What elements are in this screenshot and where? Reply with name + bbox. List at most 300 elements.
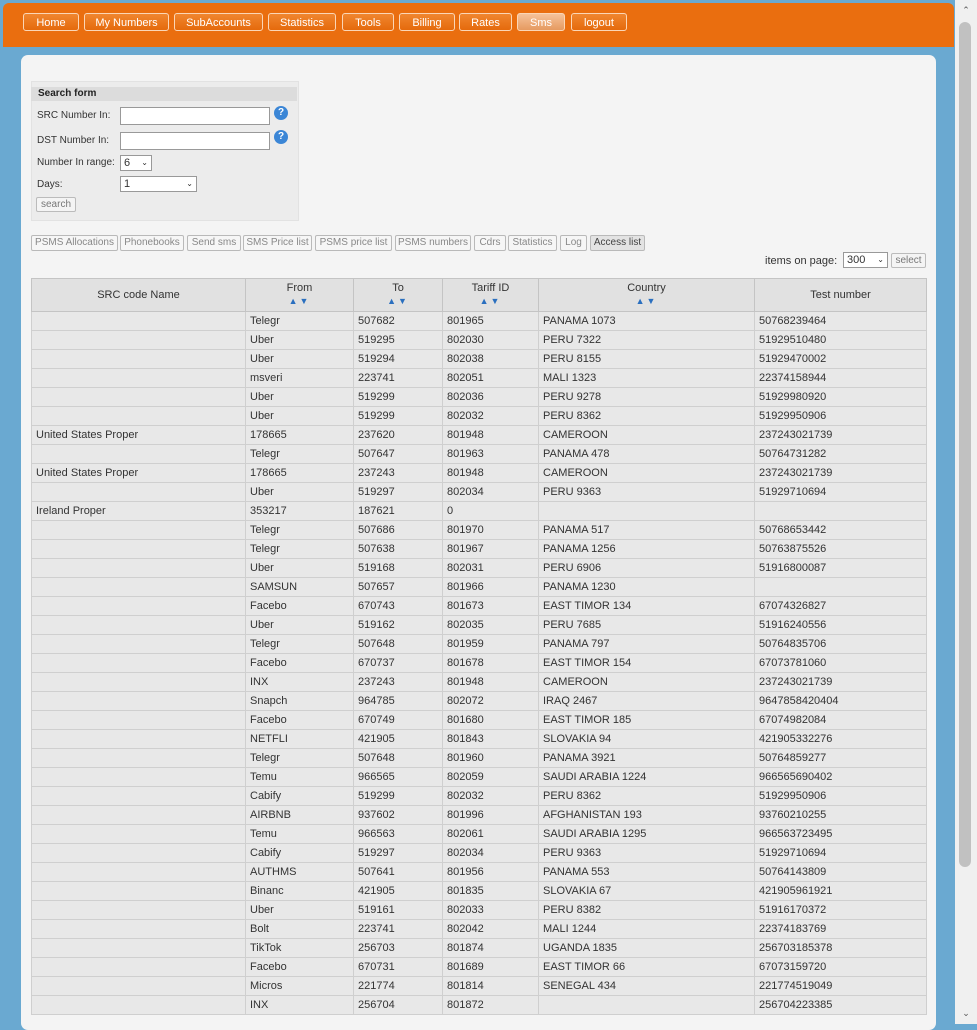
from-cell: Uber bbox=[246, 559, 354, 578]
country-cell: CAMEROON bbox=[539, 673, 755, 692]
from-cell: Uber bbox=[246, 407, 354, 426]
table-row bbox=[32, 331, 927, 350]
src-code-name-cell bbox=[32, 958, 246, 977]
from-cell: Uber bbox=[246, 331, 354, 350]
tariff-id-cell: 801678 bbox=[443, 654, 539, 673]
country-cell: PERU 9278 bbox=[539, 388, 755, 407]
country-cell: SENEGAL 434 bbox=[539, 977, 755, 996]
test-number-cell: 50763875526 bbox=[755, 540, 927, 559]
src-code-name-cell bbox=[32, 711, 246, 730]
country-cell: EAST TIMOR 66 bbox=[539, 958, 755, 977]
table-row bbox=[32, 521, 927, 540]
table-row bbox=[32, 996, 927, 1015]
country-cell: PANAMA 3921 bbox=[539, 749, 755, 768]
test-number-cell: 50768239464 bbox=[755, 312, 927, 331]
country-cell: EAST TIMOR 134 bbox=[539, 597, 755, 616]
tariff-id-cell: 802051 bbox=[443, 369, 539, 388]
table-row bbox=[32, 806, 927, 825]
tariff-id-cell: 802072 bbox=[443, 692, 539, 711]
src-code-name-cell bbox=[32, 749, 246, 768]
tariff-id-cell: 802038 bbox=[443, 350, 539, 369]
to-cell: 964785 bbox=[354, 692, 443, 711]
src-code-name-cell bbox=[32, 863, 246, 882]
src-code-name-cell bbox=[32, 730, 246, 749]
src-code-name-cell bbox=[32, 996, 246, 1015]
src-number-label: SRC Number In: bbox=[37, 110, 111, 121]
test-number-cell: 51916240556 bbox=[755, 616, 927, 635]
to-cell: 519297 bbox=[354, 844, 443, 863]
from-cell: Temu bbox=[246, 768, 354, 787]
scroll-up-icon[interactable]: ⌃ bbox=[962, 5, 970, 15]
src-code-name-cell bbox=[32, 331, 246, 350]
to-cell: 519168 bbox=[354, 559, 443, 578]
table-row bbox=[32, 692, 927, 711]
test-number-cell: 50764143809 bbox=[755, 863, 927, 882]
tab-access-list[interactable]: Access list bbox=[590, 235, 645, 251]
src-code-name-cell bbox=[32, 445, 246, 464]
src-code-name-cell bbox=[32, 388, 246, 407]
src-code-name-cell bbox=[32, 483, 246, 502]
country-cell: PERU 8155 bbox=[539, 350, 755, 369]
test-number-cell: 22374158944 bbox=[755, 369, 927, 388]
country-cell: PERU 9363 bbox=[539, 844, 755, 863]
table-row bbox=[32, 464, 927, 483]
country-cell: PANAMA 553 bbox=[539, 863, 755, 882]
tariff-id-cell: 802031 bbox=[443, 559, 539, 578]
country-cell: CAMEROON bbox=[539, 464, 755, 483]
test-number-cell: 51916170372 bbox=[755, 901, 927, 920]
from-cell: AIRBNB bbox=[246, 806, 354, 825]
to-cell: 421905 bbox=[354, 730, 443, 749]
test-number-cell: 67074326827 bbox=[755, 597, 927, 616]
to-cell: 237243 bbox=[354, 673, 443, 692]
sort-arrows-icon[interactable]: ▲▼ bbox=[479, 296, 502, 306]
src-code-name-cell bbox=[32, 578, 246, 597]
to-cell: 519162 bbox=[354, 616, 443, 635]
src-code-name-cell bbox=[32, 692, 246, 711]
test-number-cell: 51929950906 bbox=[755, 787, 927, 806]
country-cell: SLOVAKIA 94 bbox=[539, 730, 755, 749]
to-cell: 223741 bbox=[354, 920, 443, 939]
test-number-cell: 966565690402 bbox=[755, 768, 927, 787]
country-cell: PERU 8382 bbox=[539, 901, 755, 920]
table-row bbox=[32, 825, 927, 844]
from-cell: Uber bbox=[246, 616, 354, 635]
src-code-name-cell bbox=[32, 977, 246, 996]
src-code-name-cell bbox=[32, 597, 246, 616]
days-select[interactable] bbox=[120, 176, 197, 192]
table-row bbox=[32, 673, 927, 692]
to-cell: 670749 bbox=[354, 711, 443, 730]
to-cell: 670737 bbox=[354, 654, 443, 673]
from-cell: Telegr bbox=[246, 312, 354, 331]
test-number-cell: 966563723495 bbox=[755, 825, 927, 844]
src-code-name-cell bbox=[32, 882, 246, 901]
src-code-name-cell bbox=[32, 369, 246, 388]
sort-arrows-icon[interactable]: ▲▼ bbox=[635, 296, 658, 306]
to-cell: 256704 bbox=[354, 996, 443, 1015]
table-row bbox=[32, 350, 927, 369]
table-row bbox=[32, 768, 927, 787]
access-list-table bbox=[31, 278, 927, 1015]
to-cell: 223741 bbox=[354, 369, 443, 388]
to-cell: 670731 bbox=[354, 958, 443, 977]
top-nav-bar bbox=[3, 3, 954, 47]
from-cell: Cabify bbox=[246, 787, 354, 806]
src-help-icon[interactable]: ? bbox=[274, 106, 288, 120]
nav-tools-button[interactable]: Tools bbox=[342, 13, 394, 31]
country-cell: EAST TIMOR 185 bbox=[539, 711, 755, 730]
scroll-down-icon[interactable]: ⌄ bbox=[962, 1008, 970, 1018]
col-test-number: Test number bbox=[755, 279, 927, 312]
nav-rates-button[interactable]: Rates bbox=[459, 13, 512, 31]
table-row bbox=[32, 958, 927, 977]
to-cell: 519294 bbox=[354, 350, 443, 369]
country-cell: PERU 7322 bbox=[539, 331, 755, 350]
test-number-cell: 51929510480 bbox=[755, 331, 927, 350]
country-cell: SAUDI ARABIA 1224 bbox=[539, 768, 755, 787]
test-number-cell: 50764835706 bbox=[755, 635, 927, 654]
from-cell: INX bbox=[246, 673, 354, 692]
table-row bbox=[32, 312, 927, 331]
country-cell: PERU 8362 bbox=[539, 407, 755, 426]
src-code-name-cell: Ireland Proper bbox=[32, 502, 246, 521]
days-value: 1 bbox=[124, 178, 131, 190]
table-row bbox=[32, 787, 927, 806]
test-number-cell: 67073781060 bbox=[755, 654, 927, 673]
tariff-id-cell: 801673 bbox=[443, 597, 539, 616]
country-cell: PANAMA 1073 bbox=[539, 312, 755, 331]
test-number-cell: 237243021739 bbox=[755, 464, 927, 483]
src-code-name-cell bbox=[32, 825, 246, 844]
to-cell: 519299 bbox=[354, 407, 443, 426]
days-label: Days: bbox=[37, 179, 63, 190]
from-cell: Telegr bbox=[246, 635, 354, 654]
src-code-name-cell bbox=[32, 806, 246, 825]
test-number-cell: 22374183769 bbox=[755, 920, 927, 939]
from-cell: TikTok bbox=[246, 939, 354, 958]
tariff-id-cell: 801874 bbox=[443, 939, 539, 958]
table-row bbox=[32, 407, 927, 426]
country-cell: MALI 1323 bbox=[539, 369, 755, 388]
test-number-cell: 51929470002 bbox=[755, 350, 927, 369]
tab-send-sms[interactable]: Send sms bbox=[187, 235, 241, 251]
dst-help-icon[interactable]: ? bbox=[274, 130, 288, 144]
sort-arrows-icon[interactable]: ▲▼ bbox=[288, 296, 311, 306]
nav-billing-button[interactable]: Billing bbox=[399, 13, 455, 31]
tariff-id-cell: 801948 bbox=[443, 464, 539, 483]
from-cell: Micros bbox=[246, 977, 354, 996]
from-cell: Facebo bbox=[246, 597, 354, 616]
table-header-row bbox=[32, 279, 927, 312]
src-code-name-cell: United States Proper bbox=[32, 464, 246, 483]
scrollbar-thumb[interactable] bbox=[959, 22, 971, 867]
tariff-id-cell: 801689 bbox=[443, 958, 539, 977]
country-cell: PANAMA 517 bbox=[539, 521, 755, 540]
table-row bbox=[32, 502, 927, 521]
to-cell: 966563 bbox=[354, 825, 443, 844]
country-cell: PANAMA 1230 bbox=[539, 578, 755, 597]
tariff-id-cell: 801843 bbox=[443, 730, 539, 749]
test-number-cell: 50764859277 bbox=[755, 749, 927, 768]
tariff-id-cell: 801965 bbox=[443, 312, 539, 331]
from-cell: NETFLI bbox=[246, 730, 354, 749]
from-cell: Uber bbox=[246, 483, 354, 502]
col-country[interactable]: Country ▲▼ bbox=[539, 279, 755, 312]
from-cell: 178665 bbox=[246, 464, 354, 483]
tariff-id-cell: 802034 bbox=[443, 483, 539, 502]
from-cell: Telegr bbox=[246, 749, 354, 768]
tariff-id-cell: 801960 bbox=[443, 749, 539, 768]
table-row bbox=[32, 597, 927, 616]
src-code-name-cell bbox=[32, 407, 246, 426]
src-code-name-cell bbox=[32, 559, 246, 578]
src-number-input[interactable] bbox=[120, 107, 270, 125]
tab-sms-price-list[interactable]: SMS Price list bbox=[243, 235, 312, 251]
country-cell: UGANDA 1835 bbox=[539, 939, 755, 958]
to-cell: 519295 bbox=[354, 331, 443, 350]
src-code-name-cell bbox=[32, 673, 246, 692]
test-number-cell: 51929710694 bbox=[755, 483, 927, 502]
tariff-id-cell: 801872 bbox=[443, 996, 539, 1015]
table-row bbox=[32, 939, 927, 958]
tariff-id-cell: 801967 bbox=[443, 540, 539, 559]
table-row bbox=[32, 863, 927, 882]
to-cell: 507641 bbox=[354, 863, 443, 882]
tab-psms-allocations[interactable]: PSMS Allocations bbox=[31, 235, 118, 251]
sort-arrows-icon[interactable]: ▲▼ bbox=[387, 296, 409, 306]
tariff-id-cell: 802061 bbox=[443, 825, 539, 844]
nav-subaccounts-button[interactable]: SubAccounts bbox=[174, 13, 263, 31]
from-cell: 353217 bbox=[246, 502, 354, 521]
to-cell: 507647 bbox=[354, 445, 443, 464]
search-button[interactable]: search bbox=[36, 197, 76, 212]
country-cell: MALI 1244 bbox=[539, 920, 755, 939]
tab-log[interactable]: Log bbox=[560, 235, 587, 251]
tariff-id-cell: 801835 bbox=[443, 882, 539, 901]
country-cell: CAMEROON bbox=[539, 426, 755, 445]
to-cell: 507682 bbox=[354, 312, 443, 331]
to-cell: 937602 bbox=[354, 806, 443, 825]
col-from[interactable]: From ▲▼ bbox=[246, 279, 354, 312]
test-number-cell: 256704223385 bbox=[755, 996, 927, 1015]
col-src-code-name: SRC code Name bbox=[32, 279, 246, 312]
number-range-value: 6 bbox=[124, 157, 131, 169]
from-cell: Uber bbox=[246, 350, 354, 369]
table-row bbox=[32, 654, 927, 673]
to-cell: 187621 bbox=[354, 502, 443, 521]
select-button[interactable]: select bbox=[891, 253, 926, 268]
test-number-cell: 50764731282 bbox=[755, 445, 927, 464]
country-cell: IRAQ 2467 bbox=[539, 692, 755, 711]
test-number-cell: 221774519049 bbox=[755, 977, 927, 996]
to-cell: 507638 bbox=[354, 540, 443, 559]
from-cell: Snapch bbox=[246, 692, 354, 711]
test-number-cell: 237243021739 bbox=[755, 673, 927, 692]
tariff-id-cell: 801963 bbox=[443, 445, 539, 464]
test-number-cell: 51916800087 bbox=[755, 559, 927, 578]
country-cell: PERU 8362 bbox=[539, 787, 755, 806]
src-code-name-cell bbox=[32, 635, 246, 654]
table-row bbox=[32, 540, 927, 559]
tab-psms-price-list[interactable]: PSMS price list bbox=[315, 235, 392, 251]
tariff-id-cell: 802035 bbox=[443, 616, 539, 635]
test-number-cell: 9647858420404 bbox=[755, 692, 927, 711]
tariff-id-cell: 801956 bbox=[443, 863, 539, 882]
table-row bbox=[32, 616, 927, 635]
src-code-name-cell: United States Proper bbox=[32, 426, 246, 445]
tariff-id-cell: 801959 bbox=[443, 635, 539, 654]
chevron-down-icon: ⌄ bbox=[186, 179, 193, 188]
tariff-id-cell: 802033 bbox=[443, 901, 539, 920]
nav-logout-button[interactable]: logout bbox=[571, 13, 627, 31]
tariff-id-cell: 802032 bbox=[443, 787, 539, 806]
table-row bbox=[32, 711, 927, 730]
src-code-name-cell bbox=[32, 787, 246, 806]
items-per-page-select[interactable] bbox=[843, 252, 888, 268]
country-cell: PANAMA 797 bbox=[539, 635, 755, 654]
search-form-title: Search form bbox=[31, 87, 297, 101]
tariff-id-cell: 801996 bbox=[443, 806, 539, 825]
src-code-name-cell bbox=[32, 654, 246, 673]
country-cell: AFGHANISTAN 193 bbox=[539, 806, 755, 825]
from-cell: msveri bbox=[246, 369, 354, 388]
to-cell: 966565 bbox=[354, 768, 443, 787]
src-code-name-cell bbox=[32, 939, 246, 958]
src-code-name-cell bbox=[32, 901, 246, 920]
test-number-cell: 256703185378 bbox=[755, 939, 927, 958]
from-cell: Uber bbox=[246, 901, 354, 920]
test-number-cell: 67073159720 bbox=[755, 958, 927, 977]
to-cell: 507657 bbox=[354, 578, 443, 597]
country-cell: PERU 7685 bbox=[539, 616, 755, 635]
from-cell: Facebo bbox=[246, 958, 354, 977]
tab-psms-numbers[interactable]: PSMS numbers bbox=[395, 235, 471, 251]
col-to[interactable]: To ▲▼ bbox=[354, 279, 443, 312]
col-tariff-id[interactable]: Tariff ID ▲▼ bbox=[443, 279, 539, 312]
table-row bbox=[32, 559, 927, 578]
to-cell: 507648 bbox=[354, 749, 443, 768]
chevron-down-icon: ⌄ bbox=[877, 255, 884, 264]
table-row bbox=[32, 578, 927, 597]
to-cell: 507686 bbox=[354, 521, 443, 540]
to-cell: 256703 bbox=[354, 939, 443, 958]
chevron-down-icon: ⌄ bbox=[141, 158, 148, 167]
to-cell: 670743 bbox=[354, 597, 443, 616]
tariff-id-cell: 802030 bbox=[443, 331, 539, 350]
nav-sms-button[interactable]: Sms bbox=[517, 13, 565, 31]
tariff-id-cell: 802042 bbox=[443, 920, 539, 939]
to-cell: 519299 bbox=[354, 787, 443, 806]
src-code-name-cell bbox=[32, 521, 246, 540]
test-number-cell: 51929980920 bbox=[755, 388, 927, 407]
from-cell: SAMSUN bbox=[246, 578, 354, 597]
from-cell: 178665 bbox=[246, 426, 354, 445]
test-number-cell: 67074982084 bbox=[755, 711, 927, 730]
dst-number-input[interactable] bbox=[120, 132, 270, 150]
test-number-cell bbox=[755, 502, 927, 521]
test-number-cell: 237243021739 bbox=[755, 426, 927, 445]
from-cell: Uber bbox=[246, 388, 354, 407]
to-cell: 519297 bbox=[354, 483, 443, 502]
number-range-label: Number In range: bbox=[37, 157, 115, 168]
src-code-name-cell bbox=[32, 844, 246, 863]
tab-cdrs[interactable]: Cdrs bbox=[474, 235, 506, 251]
to-cell: 519161 bbox=[354, 901, 443, 920]
tariff-id-cell: 801966 bbox=[443, 578, 539, 597]
src-code-name-cell bbox=[32, 540, 246, 559]
dst-number-label: DST Number In: bbox=[37, 135, 110, 146]
table-row bbox=[32, 882, 927, 901]
from-cell: Cabify bbox=[246, 844, 354, 863]
tab-phonebooks[interactable]: Phonebooks bbox=[120, 235, 184, 251]
table-row bbox=[32, 977, 927, 996]
nav-home-button[interactable]: Home bbox=[23, 13, 79, 31]
src-code-name-cell bbox=[32, 312, 246, 331]
from-cell: INX bbox=[246, 996, 354, 1015]
from-cell: Binanc bbox=[246, 882, 354, 901]
country-cell bbox=[539, 502, 755, 521]
from-cell: Telegr bbox=[246, 445, 354, 464]
tab-statistics[interactable]: Statistics bbox=[508, 235, 557, 251]
to-cell: 237243 bbox=[354, 464, 443, 483]
tariff-id-cell: 801970 bbox=[443, 521, 539, 540]
number-range-select[interactable] bbox=[120, 155, 152, 171]
tariff-id-cell: 802036 bbox=[443, 388, 539, 407]
tariff-id-cell: 801814 bbox=[443, 977, 539, 996]
to-cell: 221774 bbox=[354, 977, 443, 996]
country-cell: PANAMA 478 bbox=[539, 445, 755, 464]
nav-statistics-button[interactable]: Statistics bbox=[268, 13, 336, 31]
table-row bbox=[32, 445, 927, 464]
test-number-cell: 50768653442 bbox=[755, 521, 927, 540]
country-cell: PANAMA 1256 bbox=[539, 540, 755, 559]
test-number-cell: 421905332276 bbox=[755, 730, 927, 749]
from-cell: Telegr bbox=[246, 521, 354, 540]
nav-my-numbers-button[interactable]: My Numbers bbox=[84, 13, 169, 31]
test-number-cell: 51929710694 bbox=[755, 844, 927, 863]
tariff-id-cell: 802032 bbox=[443, 407, 539, 426]
table-row bbox=[32, 730, 927, 749]
from-cell: Telegr bbox=[246, 540, 354, 559]
tariff-id-cell: 802034 bbox=[443, 844, 539, 863]
src-code-name-cell bbox=[32, 616, 246, 635]
table-row bbox=[32, 483, 927, 502]
to-cell: 421905 bbox=[354, 882, 443, 901]
from-cell: Facebo bbox=[246, 654, 354, 673]
table-row bbox=[32, 635, 927, 654]
country-cell: EAST TIMOR 154 bbox=[539, 654, 755, 673]
from-cell: AUTHMS bbox=[246, 863, 354, 882]
to-cell: 519299 bbox=[354, 388, 443, 407]
country-cell: SAUDI ARABIA 1295 bbox=[539, 825, 755, 844]
table-row bbox=[32, 901, 927, 920]
from-cell: Facebo bbox=[246, 711, 354, 730]
to-cell: 237620 bbox=[354, 426, 443, 445]
tariff-id-cell: 0 bbox=[443, 502, 539, 521]
src-code-name-cell bbox=[32, 350, 246, 369]
src-code-name-cell bbox=[32, 920, 246, 939]
test-number-cell: 51929950906 bbox=[755, 407, 927, 426]
test-number-cell: 93760210255 bbox=[755, 806, 927, 825]
table-row bbox=[32, 749, 927, 768]
table-row bbox=[32, 369, 927, 388]
table-row bbox=[32, 920, 927, 939]
items-per-page-value: 300 bbox=[847, 254, 866, 266]
country-cell bbox=[539, 996, 755, 1015]
country-cell: SLOVAKIA 67 bbox=[539, 882, 755, 901]
table-row bbox=[32, 844, 927, 863]
